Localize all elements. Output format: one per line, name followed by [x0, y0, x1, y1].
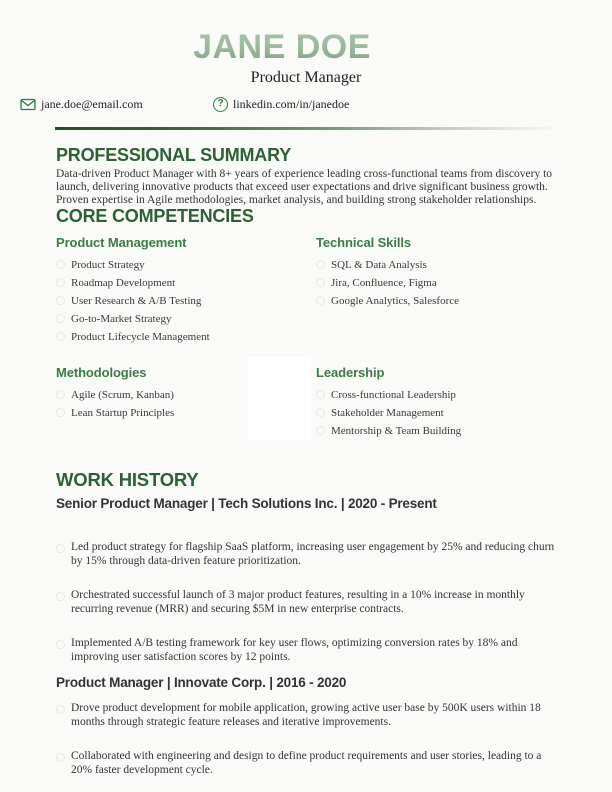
professional-summary-text: Data-driven Product Manager with 8+ years of experience leading cross-functional teams from discovery to launch, delivering innovative products that exceed user expectations and drive significant business growth. Proven expertise in Agile methodologies, market analysis, and building strong stakeholder relationships. — [56, 168, 553, 206]
circle-outline-icon — [316, 408, 325, 417]
list-item-text: Jira, Confluence, Figma — [331, 277, 437, 289]
circle-outline-icon — [56, 640, 65, 649]
list-item-text: Google Analytics, Salesforce — [331, 295, 459, 307]
competency-group-product-management — [56, 235, 316, 348]
circle-outline-icon — [56, 278, 65, 287]
circle-outline-icon — [56, 544, 65, 553]
circle-outline-icon — [316, 296, 325, 305]
list-item-text: Product Strategy — [71, 259, 145, 271]
group-title: Technical Skills — [316, 235, 411, 250]
job-bullet — [56, 637, 562, 664]
section-heading-core-competencies: CORE COMPETENCIES — [56, 206, 254, 226]
list-item-text: Stakeholder Management — [331, 407, 444, 419]
circle-outline-icon — [56, 408, 65, 417]
job-entry-product-manager — [56, 674, 562, 777]
list-item — [56, 276, 316, 290]
job-title: Senior Product Manager | Tech Solutions Inc. | 2020 - Present — [56, 496, 437, 511]
job-bullet — [56, 589, 562, 616]
list-item — [56, 330, 316, 344]
list-item — [56, 312, 316, 326]
job-bullet — [56, 750, 562, 777]
list-item-text: Cross-functional Leadership — [331, 389, 456, 401]
list-item-text: SQL & Data Analysis — [331, 259, 427, 271]
section-heading-professional-summary: PROFESSIONAL SUMMARY — [56, 145, 292, 165]
competency-group-leadership — [316, 365, 562, 442]
job-bullet-text: Orchestrated successful launch of 3 major product features, resulting in a 10% increase in monthly recurring revenue (MRR) and securing $5M in new enterprise contracts. — [71, 589, 525, 615]
group-title: Leadership — [316, 365, 385, 380]
contact-linkedin — [213, 97, 363, 112]
job-bullet — [56, 702, 562, 729]
circle-outline-icon — [56, 314, 65, 323]
list-item-text: Product Lifecycle Management — [71, 331, 210, 343]
watermark-box — [248, 357, 310, 440]
contact-email — [20, 97, 213, 114]
candidate-name: JANE DOE — [0, 30, 588, 64]
circle-outline-icon — [56, 705, 65, 714]
list-item — [316, 406, 562, 420]
list-item-text: Lean Startup Principles — [71, 407, 175, 419]
job-bullet-text: Led product strategy for flagship SaaS platform, increasing user engagement by 25% and reducing churn by 15% through data-driven feature prioritization. — [71, 541, 555, 567]
job-bullet — [56, 541, 562, 568]
circle-outline-icon — [56, 753, 65, 762]
job-bullet-list — [56, 512, 562, 664]
list-item — [316, 424, 562, 438]
circle-outline-icon — [56, 260, 65, 269]
job-bullet-list — [56, 691, 562, 777]
question-glyph: ? — [217, 98, 224, 109]
list-item — [316, 276, 562, 290]
circle-outline-icon — [316, 260, 325, 269]
group-title: Methodologies — [56, 365, 147, 380]
job-title: Product Manager | Innovate Corp. | 2016 - 2020 — [56, 675, 347, 690]
group-title: Product Management — [56, 235, 187, 250]
job-entry-senior-product-manager — [56, 495, 562, 664]
list-item-text: Mentorship & Team Building — [331, 425, 462, 437]
competency-group-technical-skills — [316, 235, 562, 348]
job-bullet-text: Implemented A/B testing framework for key user flows, optimizing conversion rates by 18% and improving user satisfaction scores by 12 points. — [71, 637, 518, 663]
list-item-text: Roadmap Development — [71, 277, 176, 289]
candidate-job-title: Product Manager — [250, 69, 362, 86]
resume-body — [0, 146, 612, 777]
list-item-text: Agile (Scrum, Kanban) — [71, 389, 174, 401]
list-item — [316, 258, 562, 272]
contact-row — [0, 97, 612, 114]
list-item — [316, 388, 562, 402]
section-heading-work-history: WORK HISTORY — [56, 469, 199, 490]
header-divider — [55, 127, 557, 130]
list-item-text: User Research & A/B Testing — [71, 295, 202, 307]
circle-outline-icon — [316, 426, 325, 435]
question-circle-icon — [213, 97, 228, 112]
job-bullet-text: Collaborated with engineering and design to define product requirements and user stories, leading to a 20% faster development cycle. — [71, 750, 542, 776]
email-text: jane.doe@email.com — [41, 97, 143, 111]
competency-list — [316, 258, 562, 308]
job-bullet-text: Drove product development for mobile application, growing active user base by 500K users within 18 months through strategic feature releases and iterative improvements. — [71, 702, 541, 728]
list-item — [56, 294, 316, 308]
list-item — [56, 258, 316, 272]
envelope-icon — [20, 98, 36, 114]
circle-outline-icon — [56, 390, 65, 399]
resume-header — [0, 0, 612, 130]
circle-outline-icon — [316, 390, 325, 399]
circle-outline-icon — [56, 332, 65, 341]
competency-list — [56, 258, 316, 344]
circle-outline-icon — [316, 278, 325, 287]
circle-outline-icon — [56, 592, 65, 601]
competency-list — [316, 388, 562, 438]
list-item — [316, 294, 562, 308]
linkedin-text: linkedin.com/in/janedoe — [233, 97, 350, 111]
list-item-text: Go-to-Market Strategy — [71, 313, 172, 325]
circle-outline-icon — [56, 296, 65, 305]
